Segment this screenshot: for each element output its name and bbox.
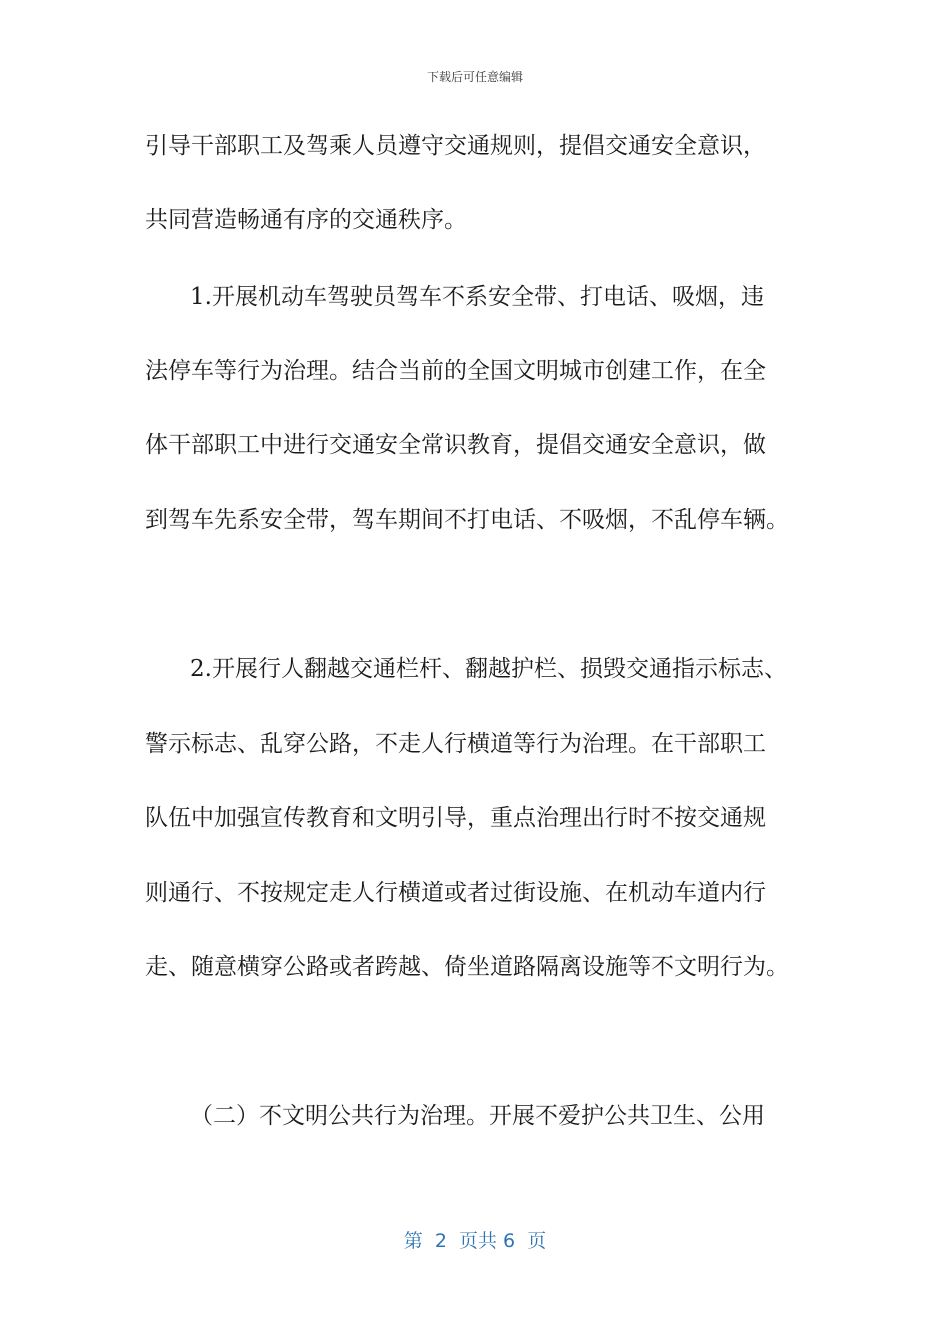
body-line: 队伍中加强宣传教育和文明引导，重点治理出行时不按交通规 bbox=[145, 805, 766, 831]
body-line: 共同营造畅通有序的交通秩序。 bbox=[145, 207, 467, 233]
body-line: 到驾车先系安全带，驾车期间不打电话、不吸烟，不乱停车辆。 bbox=[145, 507, 789, 533]
body-line: 警示标志、乱穿公路，不走人行横道等行为治理。在干部职工 bbox=[145, 731, 766, 757]
body-line: 1.开展机动车驾驶员驾车不系安全带、打电话、吸烟，违 bbox=[190, 284, 764, 310]
body-line: 则通行、不按规定走人行横道或者过街设施、在机动车道内行 bbox=[145, 880, 766, 906]
body-line: 引导干部职工及驾乘人员遵守交通规则，提倡交通安全意识， bbox=[145, 133, 766, 159]
header-note: 下载后可任意编辑 bbox=[426, 70, 523, 84]
body-line: 走、随意横穿公路或者跨越、倚坐道路隔离设施等不文明行为。 bbox=[145, 954, 789, 980]
body-line: （二）不文明公共行为治理。开展不爱护公共卫生、公用 bbox=[190, 1103, 765, 1129]
body-line: 法停车等行为治理。结合当前的全国文明城市创建工作，在全 bbox=[145, 358, 766, 384]
body-line: 体干部职工中进行交通安全常识教育，提倡交通安全意识，做 bbox=[145, 432, 766, 458]
page-number-footer: 第 2 页共 6 页 bbox=[403, 1230, 547, 1252]
body-line: 2.开展行人翻越交通栏杆、翻越护栏、损毁交通指示标志、 bbox=[190, 656, 787, 682]
